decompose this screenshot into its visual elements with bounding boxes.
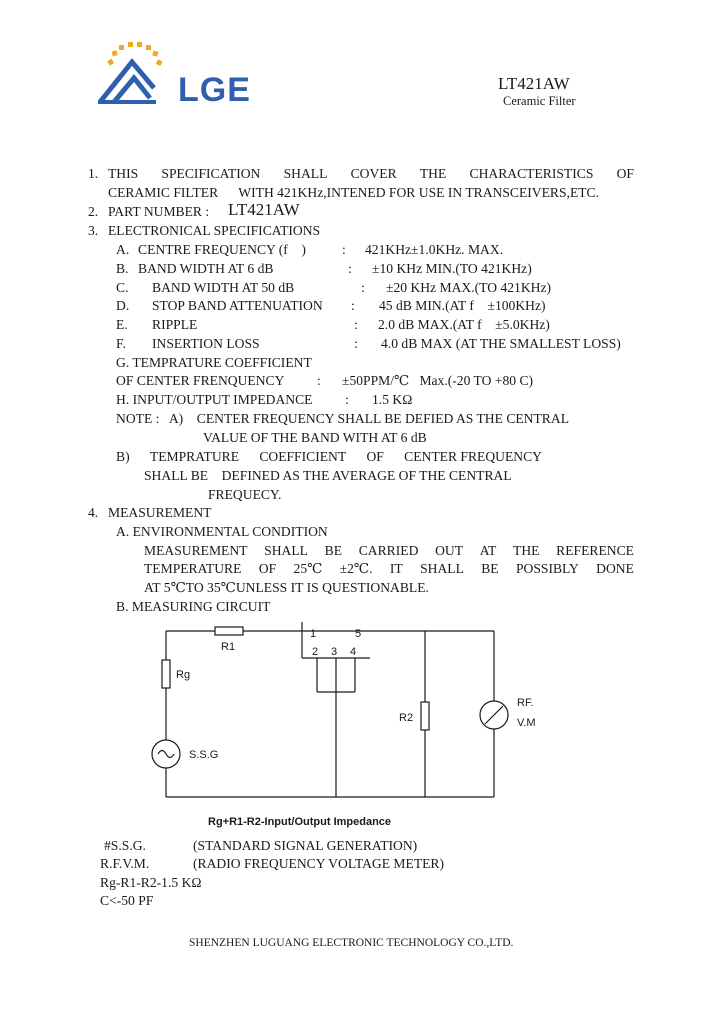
spec-colon: :: [354, 336, 358, 351]
label-rfvm-2: V.M: [517, 717, 536, 729]
pin-1: 1: [310, 628, 317, 640]
spec-label: INSERTION LOSS: [152, 336, 260, 351]
part-title: LT421AW: [498, 74, 570, 93]
spec-label: CENTRE FREQUENCY (f ): [138, 242, 306, 257]
label-rg: Rg: [176, 669, 191, 681]
spec-g-value: ±50PPM/℃ Max.(-20 TO +80 C): [342, 373, 534, 388]
word: COVER: [350, 166, 397, 181]
note-a-line-2: VALUE OF THE BAND WITH AT 6 dB: [203, 430, 427, 445]
label-r1: R1: [221, 641, 236, 653]
section-3-number: 3.: [88, 223, 99, 238]
spec-value: 4.0 dB MAX (AT THE SMALLEST LOSS): [381, 336, 621, 351]
word: THIS: [108, 166, 139, 181]
legend-key: R.F.V.M.: [100, 856, 150, 871]
word: CARRIED: [358, 543, 419, 558]
note-b-line-1: [116, 449, 542, 465]
section-4a-line-3: AT 5℃TO 35℃UNLESS IT IS QUESTIONABLE.: [144, 580, 429, 595]
word: MEASUREMENT: [144, 543, 248, 558]
word: SHALL: [264, 543, 308, 558]
spec-h-label: H. INPUT/OUTPUT IMPEDANCE: [116, 392, 313, 407]
mountain-chevron-icon: [100, 62, 154, 102]
legend-key: #S.S.G.: [104, 838, 146, 853]
word: BE: [481, 561, 499, 576]
word: OF: [616, 166, 634, 181]
section-4-number: 4.: [88, 505, 99, 520]
word: COEFFICIENT: [259, 449, 347, 464]
spec-h-value: 1.5 KΩ: [372, 392, 413, 407]
legend-line: Rg-R1-R2-1.5 KΩ: [100, 875, 202, 890]
pin-5: 5: [355, 628, 362, 640]
lge-logo: [92, 38, 282, 110]
spec-value: 421KHz±1.0KHz. MAX.: [365, 242, 504, 257]
word: BE: [324, 543, 343, 558]
resistor-rg: [162, 660, 170, 688]
word: THE: [419, 166, 447, 181]
part-subtitle: Ceramic Filter: [503, 94, 576, 108]
label-ssg: S.S.G: [189, 749, 219, 761]
spec-value: ±20 KHz MAX.(TO 421KHz): [386, 280, 552, 295]
logo-wordmark: LGE: [178, 71, 251, 109]
word: DONE: [596, 561, 634, 576]
word: OF: [366, 449, 384, 464]
spec-colon: :: [348, 261, 352, 276]
measuring-circuit-diagram: [145, 620, 536, 830]
word: B): [116, 449, 130, 464]
spec-key: A.: [116, 242, 130, 257]
spec-value: 2.0 dB MAX.(AT f ±5.0KHz): [378, 317, 550, 332]
word: THE: [513, 543, 540, 558]
word: REFERENCE: [556, 543, 634, 558]
spec-colon: :: [361, 280, 365, 295]
note-b-line-3: FREQUECY.: [208, 487, 282, 502]
part-number-label: PART NUMBER :: [108, 204, 210, 219]
company-footer: SHENZHEN LUGUANG ELECTRONIC TECHNOLOGY CO.,LTD.: [189, 937, 514, 949]
word: CENTER FREQUENCY: [404, 449, 542, 464]
word: TEMPERATURE: [144, 561, 242, 576]
part-number-value: LT421AW: [228, 200, 300, 219]
spec-value: ±10 KHz MIN.(TO 421KHz): [372, 261, 532, 276]
word: IT: [389, 561, 403, 576]
section-1-line-1: [108, 166, 634, 182]
spec-g-colon: :: [317, 373, 321, 388]
section-2-number: 2.: [88, 204, 99, 219]
legend-value: (STANDARD SIGNAL GENERATION): [193, 838, 418, 853]
section-3-title: ELECTRONICAL SPECIFICATIONS: [108, 223, 321, 238]
word: 25℃: [293, 561, 323, 576]
spec-label: BAND WIDTH AT 50 dB: [152, 280, 295, 295]
spec-colon: :: [354, 317, 358, 332]
label-r2: R2: [399, 712, 414, 724]
spec-key: F.: [116, 336, 126, 351]
meter-needle: [485, 706, 503, 724]
section-4-title: MEASUREMENT: [108, 505, 212, 520]
spec-key: D.: [116, 298, 130, 313]
word: SPECIFICATION: [161, 166, 261, 181]
section-4a-title: A. ENVIRONMENTAL CONDITION: [116, 524, 328, 539]
section-4a-line-2: [144, 561, 634, 577]
spec-value: 45 dB MIN.(AT f ±100KHz): [379, 298, 546, 313]
spec-h-colon: :: [345, 392, 349, 407]
resistor-r1: [215, 627, 243, 635]
label-rfvm-1: RF.: [517, 697, 534, 709]
word: AT: [479, 543, 497, 558]
sine-wave-icon: [158, 751, 174, 758]
section-4a-line-1: [144, 543, 634, 559]
word: OUT: [435, 543, 464, 558]
spec-colon: :: [351, 298, 355, 313]
spec-label: BAND WIDTH AT 6 dB: [138, 261, 274, 276]
legend-value: (RADIO FREQUENCY VOLTAGE METER): [193, 856, 445, 871]
spec-key: B.: [116, 261, 129, 276]
word: OF: [258, 561, 277, 576]
word: CHARACTERISTICS: [469, 166, 594, 181]
word: SHALL: [283, 166, 328, 181]
pin-4: 4: [350, 646, 357, 658]
word: ±2℃.: [339, 561, 373, 576]
spec-key: C.: [116, 280, 129, 295]
section-1-number: 1.: [88, 166, 99, 181]
section-4b-title: B. MEASURING CIRCUIT: [116, 599, 271, 614]
note-a-line-1: NOTE : A) CENTER FREQUENCY SHALL BE DEFIED AS THE CENTRAL: [116, 411, 569, 426]
spec-label: STOP BAND ATTENUATION: [152, 298, 323, 313]
section-1-line-2: CERAMIC FILTER WITH 421KHz,INTENED FOR USE IN TRANSCEIVERS,ETC.: [108, 185, 600, 200]
word: POSSIBLY: [515, 561, 579, 576]
spec-g-line-1: G. TEMPRATURE COEFFICIENT: [116, 355, 312, 370]
word: TEMPRATURE: [149, 449, 240, 464]
spec-g-label: OF CENTER FRENQUENCY: [116, 373, 285, 388]
pin-2: 2: [312, 646, 319, 658]
note-b-line-2: SHALL BE DEFINED AS THE AVERAGE OF THE CENTRAL: [144, 468, 512, 483]
spec-colon: :: [342, 242, 346, 257]
pin-3: 3: [331, 646, 338, 658]
spec-key: E.: [116, 317, 128, 332]
circuit-caption: Rg+R1-R2-Input/Output Impedance: [208, 816, 392, 828]
spec-label: RIPPLE: [152, 317, 198, 332]
word: SHALL: [420, 561, 464, 576]
legend-line: C<-50 PF: [100, 893, 154, 908]
resistor-r2: [421, 702, 429, 730]
